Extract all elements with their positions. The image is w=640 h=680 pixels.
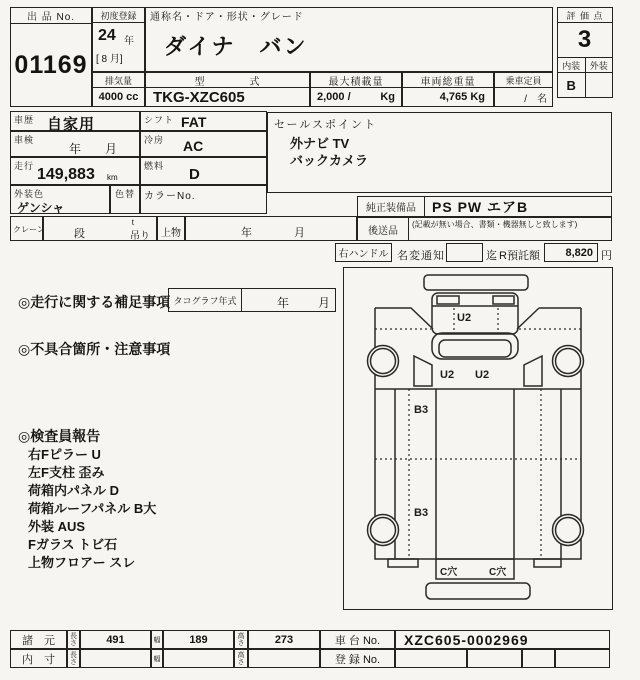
first-registration-box [92,7,145,72]
mileage-label: 走行 [14,161,35,171]
paint-color-box [10,185,110,214]
paint-color-label: 外装色 [14,189,45,199]
repaint-label: 色替 [115,189,136,199]
gvw-value: 4,765 Kg [439,91,485,103]
body-year-label: 年 [241,227,252,239]
cooling-value: AC [183,138,204,154]
chassis-no-value: XZC605-0002969 [395,630,610,649]
hole-mark-right: C穴 [489,567,507,578]
shift-label: シフト [144,115,175,125]
registration-cell-2 [467,649,522,668]
damage-mark-cab: U2 [457,312,472,324]
interior-label: 内装 [558,58,586,72]
body-fit-box [157,216,185,241]
fuel-box [140,157,267,185]
model-code-label: 型 式 [146,73,309,88]
inspection-label: 車検 [14,135,35,145]
sales-point-item: 外ナビ TV [290,136,350,151]
first-registration-month: [ 8 月] [96,54,123,65]
inspector-item: 上物フロアー スレ [28,555,136,570]
max-load-value: 2,000 / [317,91,351,103]
first-registration-year: 24 [98,27,116,44]
oem-equipment-label: 純正装備品 [358,197,425,216]
sales-point-label: セールスポイント [274,119,378,131]
fuel-label: 燃料 [144,161,165,171]
sales-point-box [267,112,612,193]
step-panel-right [524,356,542,386]
wheel-rear-right [553,515,584,546]
rear-bumper-shape [426,583,530,599]
width-value: 189 [163,630,234,649]
grade-box [557,7,613,98]
oem-equipment-value: PS PW エアB [432,198,529,215]
damage-mark-cargo-rear: B3 [414,507,429,519]
length-value: 491 [80,630,151,649]
vehicle-name-box [145,7,553,72]
inner-dim-row-label: 内 寸 [10,649,67,668]
inner-height-label: 高さ [234,649,248,668]
front-bumper-shape [424,275,528,290]
handle-position-box: 右ハンドル [335,243,392,262]
mileage-unit: km [107,173,118,182]
max-load-label: 最大積載量 [311,73,401,88]
cargo-body-outline [375,308,581,559]
shift-value: FAT [181,114,207,130]
later-shipment-box [357,217,612,241]
recycle-deposit-label: R預託額 [499,250,540,262]
cab-vent-right [493,296,514,304]
registration-cell-4 [555,649,610,668]
lot-number-box [10,7,92,107]
first-registration-year-unit: 年 [124,36,134,47]
crane-lift-label: 吊り [130,231,150,242]
rename-notice-field [446,243,483,262]
tachograph-year-label: 年 [277,296,290,310]
lot-number-label: 出 品 No. [11,8,91,24]
crane-box [10,216,43,241]
rear-flap-right [534,559,561,567]
inner-length-label: 長さ [67,649,80,668]
tachograph-label: タコグラフ年式 [169,289,242,311]
tachograph-month-label: 月 [318,296,331,310]
capacity-label: 乗車定員 [495,73,552,88]
registration-cell-1 [395,649,467,668]
repaint-box [110,185,140,214]
inspector-report-heading: ◎検査員報告 [18,428,101,444]
exterior-label: 外装 [589,60,608,71]
inner-height-value [248,649,320,668]
shift-box [140,111,267,131]
inspector-item: 右Fピラー U [28,447,101,462]
inspector-item: Fガラス トビ石 [28,537,118,552]
fuel-value: D [189,166,200,183]
grade-label: 評 価 点 [558,8,612,23]
step-panel-left [414,356,432,386]
vehicle-name-value: ダイナ バン [164,34,308,59]
later-shipment-label: 後送品 [358,218,409,240]
damage-mark-front-left: U2 [440,369,455,381]
damage-mark-front-right: U2 [475,369,490,381]
model-code-value: TKG-XZC605 [153,88,245,106]
crane-stage-label: 段 [74,228,85,240]
history-box [10,111,140,131]
damage-mark-cargo-front: B3 [414,404,429,416]
chassis-no-label: 車 台 No. [320,630,395,649]
history-label: 車歴 [14,115,35,125]
inspector-item: 外装 AUS [28,519,86,534]
model-code-box [145,72,310,107]
vehicle-diagram-box [343,267,613,610]
exterior-grade-value [586,73,613,97]
inspection-box [10,131,140,157]
crane-ton-label: t [131,218,134,227]
rear-flap-left [388,559,418,567]
lot-number-value: 01169 [14,50,88,79]
mileage-value: 149,883 [37,166,95,183]
inspector-item: 荷箱ルーフパネル B大 [28,501,157,516]
capacity-value: / 名 [524,93,547,105]
defect-heading: ◎不具合箇所・注意事項 [18,341,171,357]
max-load-box [310,72,402,107]
windshield-inner-shape [439,340,511,357]
body-fit-label: 上物 [161,228,181,239]
windshield-outer-shape [432,333,518,359]
inspector-item: 左F支柱 歪み [28,465,105,480]
oem-equipment-box [357,196,612,217]
inner-length-value [80,649,151,668]
width-label: 幅 [151,630,163,649]
spec-row-label: 諸 元 [10,630,67,649]
crane-spec-box [43,216,157,241]
history-value: 自家用 [47,116,96,133]
displacement-box [92,72,145,107]
hole-mark-left: C穴 [440,567,458,578]
inner-width-label: 幅 [151,649,163,668]
cooling-label: 冷房 [144,135,165,145]
inspector-item: 荷箱内パネル D [28,483,120,498]
mileage-note-heading: ◎走行に関する補足事項 [18,294,171,310]
registration-no-label: 登 録 No. [320,649,395,668]
cooling-box [140,131,267,157]
body-date-box [185,216,357,241]
crane-label: クレーン [13,225,45,234]
color-no-box [140,185,267,214]
registration-cell-3 [522,649,555,668]
paint-color-value: ゲンシャ [17,201,65,215]
length-label: 長さ [67,630,80,649]
gvw-label: 車両総重量 [403,73,493,88]
recycle-deposit-value: 8,820 [544,243,598,262]
height-label: 高さ [234,630,248,649]
height-value: 273 [248,630,320,649]
max-load-unit: Kg [380,91,395,103]
first-registration-label: 初度登録 [93,8,144,23]
wheel-front-left [368,346,399,377]
capacity-box [494,72,553,107]
inner-width-value [163,649,234,668]
inspection-value: 年 月 [69,142,124,156]
gvw-box [402,72,494,107]
cab-vent-left [437,296,459,304]
yen-label: 円 [601,250,612,262]
displacement-value: 4000 cc [98,91,139,103]
wheel-rear-left [368,515,399,546]
vehicle-top-view-diagram [344,268,611,608]
wheel-front-right [553,346,584,377]
tachograph-box [168,288,336,312]
interior-grade-value: B [558,73,586,97]
until-label: 迄 [486,250,497,262]
body-month-label: 月 [294,227,305,239]
displacement-label: 排気量 [93,73,144,88]
rename-notice-label: 名変通知 [397,250,445,262]
later-shipment-note: (記載が無い場合、書類・機器無しと致します) [412,220,578,229]
color-no-label: カラーNo. [144,191,196,202]
mileage-box [10,157,140,185]
sales-point-item: バックカメラ [290,153,369,168]
cab-roof-shape [432,293,518,334]
grade-value: 3 [558,23,612,58]
vehicle-name-label: 通称名・ドア・形状・グレード [150,12,304,23]
